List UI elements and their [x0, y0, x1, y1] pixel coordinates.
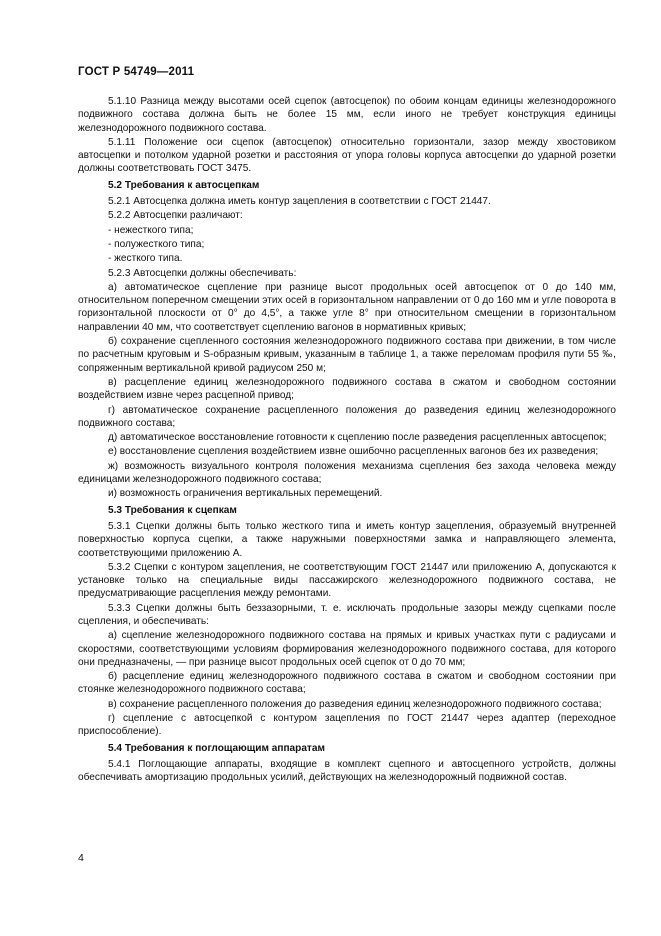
paragraph-5-3-1: 5.3.1 Сцепки должны быть только жесткого типа и иметь контур зацепления, образуемый внутренней поверхностью корпуса сцепки, а также наружными поверхностями замка и направляющего элемента, соответствующими приложению А.	[78, 520, 616, 559]
document-body	[78, 95, 616, 786]
list-item-g-2: г) сцепление с автосцепкой с контуром зацепления по ГОСТ 21447 через адаптер (переходное приспособление).	[78, 713, 616, 738]
document-code-header: ГОСТ Р 54749—2011	[78, 66, 195, 78]
list-item-zh: ж) возможность визуального контроля положения механизма сцепления без захода человека между единицами железнодорожного подвижного состава;	[78, 460, 616, 486]
list-item-b-2: б) расцепление единиц железнодорожного подвижного состава в сжатом и свободном состоянии при стоянке железнодорожного подвижного состава;	[78, 671, 616, 696]
list-item-a: а) автоматическое сцепление при разнице высот продольных осей автосцепок от 0 до 140 мм, относительном поперечном смещении этих осей в горизонтальном направлении от 0 до 160 мм и угле поворота в горизонтальной плоскости от 0° до 4,5°, а также угле 8° при относительном смещении в горизонтальном направлении 40 мм, что соответствует сцеплению вагонов в нормативных кривых;	[78, 281, 616, 333]
list-item-v: в) расцепление единиц железнодорожного подвижного состава в сжатом и свободном состоянии воздействием извне через расцепной привод;	[78, 376, 616, 402]
section-heading-5-3: 5.3 Требования к сцепкам	[108, 504, 237, 516]
list-item-d: д) автоматическое восстановление готовности к сцеплению после разведения расцепленных автосцепок;	[108, 432, 607, 444]
list-item-a-2: а) сцепление железнодорожного подвижного состава на прямых и кривых участках пути с радиусами и скоростями, соответствующими условиям формирования железнодорожного подвижного состава, для которого они предназначены, — при разнице высот продольных осей сцепок от 0 до 70 мм;	[78, 630, 616, 668]
paragraph-5-2-3: 5.2.3 Автосцепки должны обеспечивать:	[108, 267, 297, 279]
paragraph-5-1-11: 5.1.11 Положение оси сцепок (автосцепок) относительно горизонтали, зазор между хвостовиком автосцепки и потолком ударной розетки и расстояния от упора головы корпуса автосцепки до ударной розетки должны соответствовать ГОСТ 3475.	[78, 136, 616, 175]
paragraph-5-3-3: 5.3.3 Сцепки должны быть беззазорными, т. е. исключать продольные зазоры между сцепками после сцепления, и обеспечивать:	[78, 602, 616, 627]
list-item-rigid: - жесткого типа.	[108, 253, 183, 265]
list-item-e: е) восстановление сцепления воздействием извне ошибочно расцепленных вагонов без их разведения;	[108, 446, 599, 458]
section-heading-5-4: 5.4 Требования к поглощающим аппаратам	[108, 742, 325, 754]
section-heading-5-2: 5.2 Требования к автосцепкам	[108, 179, 260, 191]
list-item-nonrigid: - нежесткого типа;	[108, 224, 194, 236]
list-item-i: и) возможность ограничения вертикальных перемещений.	[108, 488, 383, 500]
paragraph-5-3-2: 5.3.2 Сцепки с контуром зацепления, не соответствующим ГОСТ 21447 или приложению А, допускаются к установке только на специальные виды пассажирского железнодорожного подвижного состава, не предусматривающие расцепления между ремонтами.	[78, 561, 616, 600]
list-item-v-2: в) сохранение расцепленного положения до разведения единиц железнодорожного подвижного состава;	[108, 698, 602, 710]
list-item-g: г) автоматическое сохранение расцепленного положения до разведения единиц железнодорожного подвижного состава;	[78, 404, 616, 429]
paragraph-5-1-10: 5.1.10 Разница между высотами осей сцепок (автосцепок) по обоим концам единицы железнодорожного подвижного состава должна быть не более 15 мм, если иного не требует конструкция единицы железнодорожного подвижного состава.	[78, 96, 616, 134]
list-item-b: б) сохранение сцепленного состояния железнодорожного подвижного состава при движении, в том числе по расчетным круговым и S-образным кривым, указанным в таблице 1, а также переломам профиля пути 55 ‰, сопряженным вертикальной кривой радиусом 250 м;	[78, 336, 616, 374]
paragraph-5-2-1: 5.2.1 Автосцепка должна иметь контур зацепления в соответствии с ГОСТ 21447.	[108, 196, 491, 208]
paragraph-5-2-2: 5.2.2 Автосцепки различают:	[108, 210, 243, 222]
page-number: 4	[78, 852, 84, 864]
paragraph-5-4-1: 5.4.1 Поглощающие аппараты, входящие в комплект сцепного и автосцепного устройств, должны обеспечивать амортизацию продольных усилий, действующих на железнодорожный подвижной состав.	[78, 758, 616, 784]
list-item-semirigid: - полужесткого типа;	[108, 238, 205, 250]
